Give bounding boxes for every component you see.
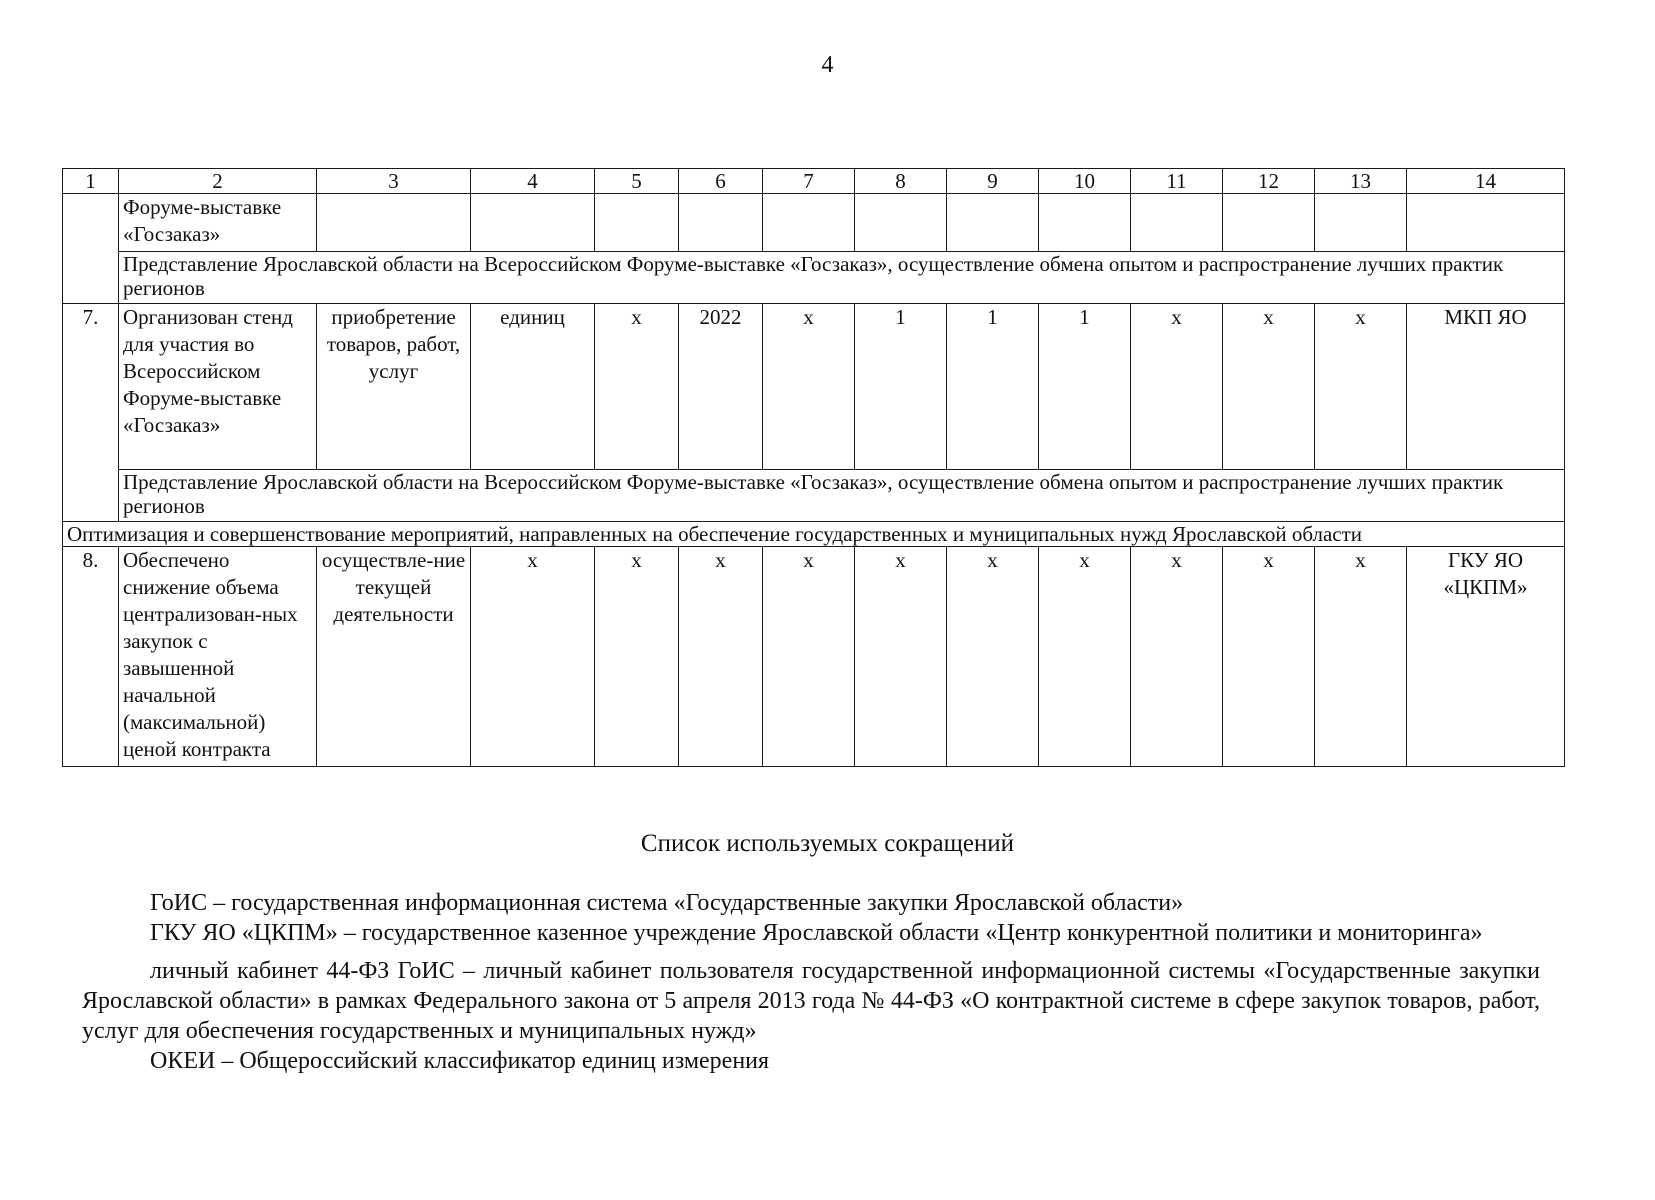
- abbreviation-item: ГКУ ЯО «ЦКПМ» – государственное казенное учреждение Ярославской области «Центр конкурентной политики и мониторинга»: [150, 920, 1483, 946]
- result-description: Представление Ярославской области на Всероссийском Форуме-выставке «Госзаказ», осуществление обмена опытом и распространение лучших практик регионов: [119, 252, 1565, 304]
- header-cell: 14: [1407, 169, 1565, 194]
- header-cell: 4: [471, 169, 595, 194]
- cell-empty: [1131, 194, 1223, 252]
- cell-value: 1: [947, 304, 1039, 470]
- cell-value: 2022: [679, 304, 763, 470]
- table-row-result-text: [63, 470, 1565, 522]
- abbreviations-title: Список используемых сокращений: [640, 830, 1015, 857]
- cell-empty: [317, 194, 471, 252]
- cell-result: Форуме-выставке «Госзаказ»: [119, 194, 317, 252]
- cell-result: Обеспечено снижение объема централизован-ных закупок с завышенной начальной (максимальной) ценой контракта: [119, 547, 317, 767]
- table-section-row: [63, 522, 1565, 547]
- abbreviations-list: [82, 888, 1540, 1076]
- cell-empty: [595, 194, 679, 252]
- cell-value: х: [1131, 304, 1223, 470]
- row-number-cell: 7.: [63, 304, 119, 522]
- cell-value: х: [1315, 547, 1407, 767]
- abbreviation-item: ГоИС – государственная информационная система «Государственные закупки Ярославской области»: [150, 890, 1184, 916]
- cell-result: Организован стенд для участия во Всероссийском Форуме-выставке «Госзаказ»: [119, 304, 317, 470]
- cell-empty: [855, 194, 947, 252]
- cell-empty: [947, 194, 1039, 252]
- cell-empty: [1315, 194, 1407, 252]
- table-row-7: [63, 304, 1565, 470]
- cell-empty: [1407, 194, 1565, 252]
- result-description: Представление Ярославской области на Всероссийском Форуме-выставке «Госзаказ», осуществление обмена опытом и распространение лучших практик регионов: [119, 470, 1565, 522]
- cell-value: х: [855, 547, 947, 767]
- header-cell: 12: [1223, 169, 1315, 194]
- cell-value: х: [763, 304, 855, 470]
- cell-empty: [679, 194, 763, 252]
- cell-value: х: [1131, 547, 1223, 767]
- row-number-cell: 8.: [63, 547, 119, 767]
- cell-unit: х: [471, 547, 595, 767]
- abbreviation-item: ОКЕИ – Общероссийский классификатор единиц измерения: [150, 1048, 770, 1074]
- cell-value: х: [1223, 547, 1315, 767]
- header-cell: 9: [947, 169, 1039, 194]
- row-number-cell: [63, 194, 119, 304]
- header-cell: 2: [119, 169, 317, 194]
- cell-value: х: [1223, 304, 1315, 470]
- cell-activity-type: осуществле-ние текущей деятельности: [317, 547, 471, 767]
- page-number: 4: [821, 52, 834, 78]
- header-cell: 8: [855, 169, 947, 194]
- header-cell: 11: [1131, 169, 1223, 194]
- table-header-row: [63, 169, 1565, 194]
- cell-value: х: [595, 304, 679, 470]
- header-cell: 13: [1315, 169, 1407, 194]
- cell-value: х: [947, 547, 1039, 767]
- header-cell: 6: [679, 169, 763, 194]
- cell-value: х: [1315, 304, 1407, 470]
- header-cell: 1: [63, 169, 119, 194]
- cell-empty: [1223, 194, 1315, 252]
- table-row-8: [63, 547, 1565, 767]
- cell-value: 1: [855, 304, 947, 470]
- header-cell: 5: [595, 169, 679, 194]
- abbreviation-item: личный кабинет 44-ФЗ ГоИС – личный кабинет пользователя государственной информационной системы «Государственные закупки Ярославской области» в рамках Федерального закона от 5 апреля 2013 года № 44-ФЗ «О контрактной системе в сфере закупок товаров, работ, услуг для обеспечения государственных и муниципальных нужд»: [82, 958, 1540, 1044]
- header-cell: 7: [763, 169, 855, 194]
- cell-value: х: [679, 547, 763, 767]
- cell-responsible: МКП ЯО: [1407, 304, 1565, 470]
- activity-table-container: [62, 168, 1564, 767]
- cell-value: х: [1039, 547, 1131, 767]
- cell-value: х: [763, 547, 855, 767]
- header-cell: 3: [317, 169, 471, 194]
- table-row-continuation: [63, 194, 1565, 252]
- cell-unit: единиц: [471, 304, 595, 470]
- cell-empty: [1039, 194, 1131, 252]
- cell-empty: [471, 194, 595, 252]
- cell-value: х: [595, 547, 679, 767]
- section-title: Оптимизация и совершенствование мероприятий, направленных на обеспечение государственных и муниципальных нужд Ярославской области: [63, 522, 1565, 547]
- cell-empty: [763, 194, 855, 252]
- table-row-result-text: [63, 252, 1565, 304]
- cell-activity-type: приобретение товаров, работ, услуг: [317, 304, 471, 470]
- cell-value: 1: [1039, 304, 1131, 470]
- header-cell: 10: [1039, 169, 1131, 194]
- activity-table: [62, 168, 1565, 767]
- cell-responsible: ГКУ ЯО «ЦКПМ»: [1407, 547, 1565, 767]
